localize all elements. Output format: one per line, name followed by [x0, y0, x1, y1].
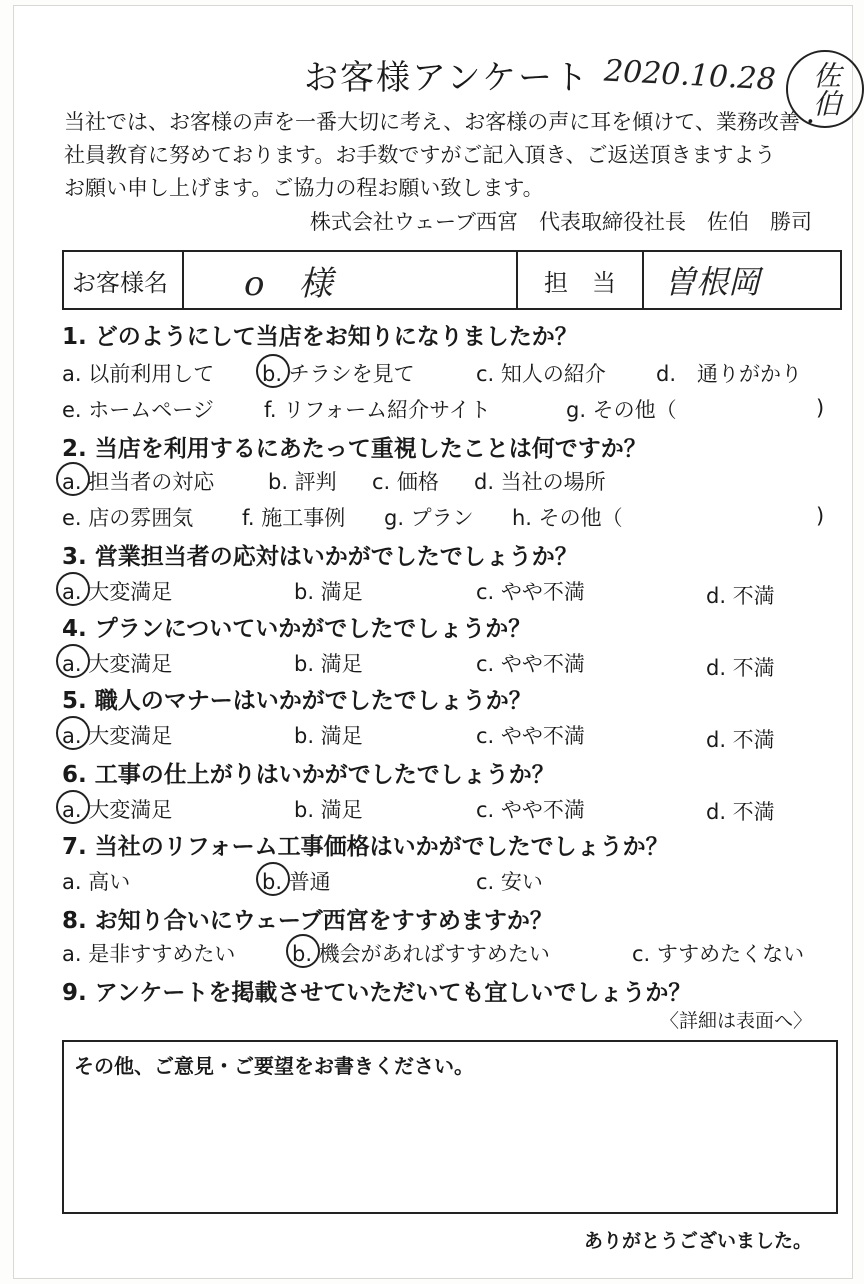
q8-option-a[interactable]: a. 是非すすめたい [62, 942, 236, 966]
question-6: 6. 工事の仕上がりはいかがでしたでしょうか？ [62, 762, 555, 788]
q1-option-g[interactable]: g. その他（ [566, 398, 677, 422]
customer-name-field[interactable]: o 様 [184, 252, 518, 308]
q8-option-c[interactable]: c. すすめたくない [632, 942, 805, 966]
question-1: 1. どのようにして当店をお知りになりましたか？ [62, 324, 578, 350]
q2-option-h[interactable]: h. その他（ [512, 506, 623, 530]
q1-option-e[interactable]: e. ホームページ [62, 398, 214, 422]
q1-option-a[interactable]: a. 以前利用して [62, 362, 215, 386]
question-5: 5. 職人のマナーはいかがでしたでしょうか？ [62, 688, 532, 714]
question-3: 3. 営業担当者の応対はいかがでしたでしょうか？ [62, 544, 578, 570]
q8-option-b[interactable]: b. 機会があればすすめたい [292, 938, 550, 968]
q4-option-d[interactable]: d. 不満 [706, 656, 775, 680]
comment-box[interactable] [62, 1040, 838, 1214]
q4-option-a[interactable]: a. 大変満足 [62, 648, 172, 678]
question-9: 9. アンケートを掲載させていただいても宜しいでしょうか？ [62, 980, 692, 1006]
intro-line-1: 当社では、お客様の声を一番大切に考え、お客様の声に耳を傾けて、業務改善・ [64, 110, 821, 134]
q7-option-a[interactable]: a. 高い [62, 870, 131, 894]
question-2: 2. 当店を利用するにあたって重視したことは何ですか？ [62, 436, 647, 462]
q2-option-b[interactable]: b. 評判 [268, 470, 337, 494]
question-8: 8. お知り合いにウェーブ西宮をすすめますか？ [62, 908, 553, 934]
q2-option-e[interactable]: e. 店の雰囲気 [62, 506, 194, 530]
intro-line-3: お願い申し上げます。ご協力の程お願い致します。 [64, 176, 544, 200]
q1-option-d[interactable]: d. 通りがかり [656, 362, 803, 386]
q1-option-c[interactable]: c. 知人の紹介 [476, 362, 606, 386]
q2-other-paren-close: ) [816, 504, 825, 528]
staff-name-field[interactable]: 曽根岡 [664, 263, 761, 301]
detail-note: 〈詳細は表面へ〉 [659, 1010, 812, 1032]
q4-option-c[interactable]: c. やや不満 [476, 652, 585, 676]
staff-label: 担 当 [518, 252, 644, 308]
q3-option-b[interactable]: b. 満足 [294, 580, 363, 604]
q5-option-b[interactable]: b. 満足 [294, 724, 363, 748]
q1-option-b[interactable]: b. チラシを見て [262, 358, 415, 388]
company-signature: 株式会社ウェーブ西宮 代表取締役社長 佐伯 勝司 [309, 210, 812, 234]
survey-sheet [14, 6, 852, 1278]
handwritten-date: 2020.10.28 [603, 53, 777, 98]
q3-option-a[interactable]: a. 大変満足 [62, 576, 172, 606]
customer-name-label: お客様名 [64, 252, 184, 308]
intro-text [64, 106, 844, 205]
q3-option-c[interactable]: c. やや不満 [476, 580, 585, 604]
q6-option-a[interactable]: a. 大変満足 [62, 794, 172, 824]
q7-option-b[interactable]: b. 普通 [262, 866, 331, 896]
q5-option-d[interactable]: d. 不満 [706, 728, 775, 752]
q2-option-d[interactable]: d. 当社の場所 [474, 470, 606, 494]
thanks-text: ありがとうございました。 [583, 1230, 812, 1252]
q1-other-paren-close: ) [816, 396, 825, 420]
comment-label: その他、ご意見・ご要望をお書きください。 [74, 1054, 474, 1078]
intro-line-2: 社員教育に努めております。お手数ですがご記入頂き、ご返送頂きますよう [64, 143, 776, 167]
q5-option-a[interactable]: a. 大変満足 [62, 720, 172, 750]
customer-info-box [62, 250, 842, 310]
q2-option-g[interactable]: g. プラン [384, 506, 474, 530]
q4-option-b[interactable]: b. 満足 [294, 652, 363, 676]
q3-option-d[interactable]: d. 不満 [706, 584, 775, 608]
q2-option-f[interactable]: f. 施工事例 [242, 506, 346, 530]
q6-option-b[interactable]: b. 満足 [294, 798, 363, 822]
name-seal: 佐伯 [786, 50, 864, 128]
q2-option-a[interactable]: a. 担当者の対応 [62, 466, 214, 496]
question-7: 7. 当社のリフォーム工事価格はいかがでしたでしょうか？ [62, 834, 669, 860]
page-title: お客様アンケート [304, 58, 590, 98]
question-4: 4. プランについていかがでしたでしょうか？ [62, 616, 532, 642]
q1-option-f[interactable]: f. リフォーム紹介サイト [264, 398, 491, 422]
q6-option-c[interactable]: c. やや不満 [476, 798, 585, 822]
q7-option-c[interactable]: c. 安い [476, 870, 543, 894]
q2-option-c[interactable]: c. 価格 [372, 470, 439, 494]
q5-option-c[interactable]: c. やや不満 [476, 724, 585, 748]
q6-option-d[interactable]: d. 不満 [706, 800, 775, 824]
